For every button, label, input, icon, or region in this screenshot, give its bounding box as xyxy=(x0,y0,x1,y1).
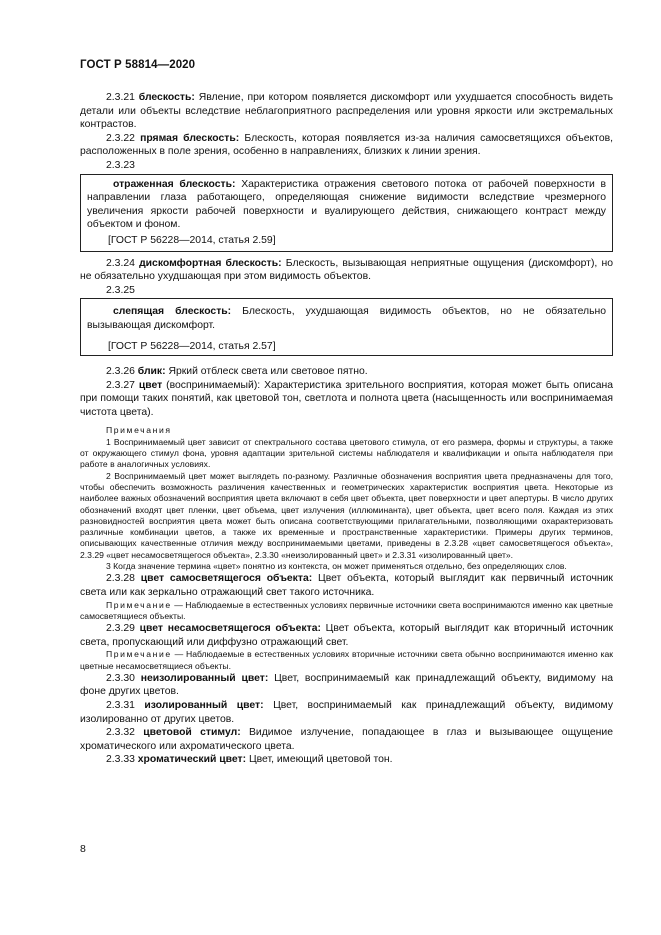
note-text: — Наблюдаемые в естественных условиях первичные источники света воспринимаются именно как цветные самосветящиеся объекты. xyxy=(80,599,613,621)
entry-number-2-3-25: 2.3.25 xyxy=(106,284,135,296)
entry-term: прямая блескость: xyxy=(140,132,240,144)
entry-definition: Явление, при котором появляется дискомфорт или ухудшается способность видеть детали или объекты вследствие неблагоприятного распределения или уровня яркости или экстремальных контрастов. xyxy=(80,92,613,131)
entry-term: цвет самосветящегося объекта: xyxy=(140,573,313,585)
entry-term: отраженная блескость: xyxy=(113,178,236,190)
quoted-definition-box xyxy=(80,174,613,252)
entry-term: цветовой стимул: xyxy=(143,727,241,739)
entry-2-3-25 xyxy=(87,305,606,332)
entry-number: 2.3.27 xyxy=(106,379,135,391)
entry-number-2-3-23: 2.3.23 xyxy=(106,159,135,171)
entry-definition: Цвет, имеющий цветовой тон. xyxy=(246,754,393,766)
note-1: 1 Воспринимаемый цвет зависит от спектрального состава цветового стимула, от его размера, формы и структуры, а также от окружающего стимул фона, уровня адаптации зрительной системы наблюдателя и квалификации и опыта наблюдателя при работе в аналогичных условиях. xyxy=(80,436,613,470)
page-content xyxy=(80,91,613,767)
note-3: 3 Когда значение термина «цвет» понятно из контекста, он может применяться отдельно, без определяющих слов. xyxy=(106,561,567,572)
entry-2-3-23 xyxy=(87,178,606,232)
entry-definition: Характеристика отражения светового потока от рабочей поверхности в направлении глаза работающего, определяющая снижение видимости вследствие чрезмерного увеличения яркости рабочей поверхности и вуалирующего действия, снижающего контраст между объектом и фоном. xyxy=(87,178,606,231)
entry-number: 2.3.31 xyxy=(106,700,135,712)
note-2: 2 Воспринимаемый цвет может выглядеть по-разному. Различные обозначения восприятия цвета предназначены для того, чтобы обеспечить возможность различения качественных и геометрических характеристик восприятия цвета. Некоторые из наиболее важных обозначений восприятия цвета включают в себя цвет объекта, цвет поверхности и цвет апертуры. В число других обозначений входят цвет пленки, цвет объема, цвет излучения (иллюминанта), цвет объекта, цвет всего поля. Каждая из этих разновидностей восприятия цвета может быть описана соответствующими прилагательными, позволяющими охарактеризовать различные комбинации цветов, а также их временные и пространственные характеристики. Примеры других терминов, описывающих качественные отличия между воспринимаемыми цветами, приведены в 2.3.28 «цвет самосветящегося объекта», 2.3.29 «цвет несамосветящегося объекта», 2.3.30 «неизолированный цвет» и 2.3.31 «изолированный цвет». xyxy=(80,470,613,560)
entry-term: блескость: xyxy=(138,92,195,103)
entry-2-3-30 xyxy=(80,672,613,699)
entry-definition: (воспринимаемый): Характеристика зрительного восприятия, которая может быть описана при помощи таких понятий, как цветовой тон, светлота и полнота цвета (насыщенность или воспринимаемая чистота цвета). xyxy=(80,379,614,418)
source-reference: [ГОСТ Р 56228—2014, статья 2.59] xyxy=(108,234,276,246)
entry-2-3-26 xyxy=(80,365,613,379)
entry-term: слепящая блескость: xyxy=(113,306,232,318)
entry-number: 2.3.29 xyxy=(106,623,135,635)
entry-2-3-24 xyxy=(80,257,613,284)
entry-term: хроматический цвет: xyxy=(137,754,247,766)
entry-number: 2.3.22 xyxy=(106,132,135,144)
entry-2-3-21 xyxy=(80,91,613,132)
entry-2-3-28 xyxy=(80,572,613,599)
note-label: Примечание xyxy=(106,599,172,610)
entry-definition: Видимое излучение, попадающее в глаз и вызывающее ощущение хроматического или ахроматического цвета. xyxy=(80,727,613,752)
entry-definition: Блескость, которая появляется из-за наличия самосветящихся объектов, расположенных в поле зрения, особенно в направлениях, близких к линии зрения. xyxy=(80,132,613,158)
entry-term: цвет несамосветящегося объекта: xyxy=(139,623,321,635)
entry-definition: Блескость, ухудшающая видимость объектов, но не обязательно вызывающая дискомфорт. xyxy=(87,306,606,331)
note-text: — Наблюдаемые в естественных условиях вторичные источники света обычно воспринимаются именно как цветные несамосветящиеся объекты. xyxy=(80,649,613,671)
entry-note xyxy=(80,600,613,623)
entry-definition: Цвет, воспринимаемый как принадлежащий объекту, видимому изолированно от других цветов. xyxy=(80,700,614,725)
entry-2-3-22 xyxy=(80,132,613,159)
notes-block xyxy=(80,425,613,572)
entry-number: 2.3.32 xyxy=(106,727,135,739)
entry-term: изолированный цвет: xyxy=(144,700,264,712)
quoted-definition-box xyxy=(80,298,613,356)
entry-term: блик: xyxy=(137,366,166,378)
entry-definition: Цвет объекта, который выглядит как вторичный источник света, пропускающий или диффузно отражающий свет. xyxy=(80,623,614,648)
entry-number: 2.3.26 xyxy=(106,366,135,378)
entry-number: 2.3.24 xyxy=(106,257,135,269)
entry-2-3-29 xyxy=(80,622,613,649)
entry-2-3-27 xyxy=(80,379,613,420)
entry-2-3-31 xyxy=(80,699,613,726)
entry-note xyxy=(80,649,613,672)
entry-definition: Цвет, воспринимаемый как принадлежащий объекту, видимому на фоне других цветов. xyxy=(80,672,613,698)
source-reference: [ГОСТ Р 56228—2014, статья 2.57] xyxy=(108,340,276,352)
note-label: Примечание xyxy=(106,649,172,660)
entry-2-3-33 xyxy=(80,753,613,767)
entry-number: 2.3.28 xyxy=(106,573,135,585)
entry-definition: Цвет объекта, который выглядит как первичный источник света или как зеркально отражающий свет такого источника. xyxy=(80,573,613,598)
entry-number: 2.3.33 xyxy=(106,754,135,766)
page-number: 8 xyxy=(80,843,86,855)
document-header: ГОСТ Р 58814—2020 xyxy=(80,59,196,71)
entry-term: дискомфортная блескость: xyxy=(139,257,282,269)
entry-number: 2.3.21 xyxy=(106,92,135,103)
entry-2-3-32 xyxy=(80,726,613,753)
entry-definition: Яркий отблеск света или световое пятно. xyxy=(165,366,368,378)
entry-number: 2.3.30 xyxy=(106,672,135,684)
entry-definition: Блескость, вызывающая неприятные ощущения (дискомфорт), но не обязательно ухудшающая при этом видимость объектов. xyxy=(80,257,613,283)
entry-term: цвет xyxy=(138,379,163,391)
notes-heading: Примечания xyxy=(106,425,172,436)
entry-term: неизолированный цвет: xyxy=(140,672,269,684)
